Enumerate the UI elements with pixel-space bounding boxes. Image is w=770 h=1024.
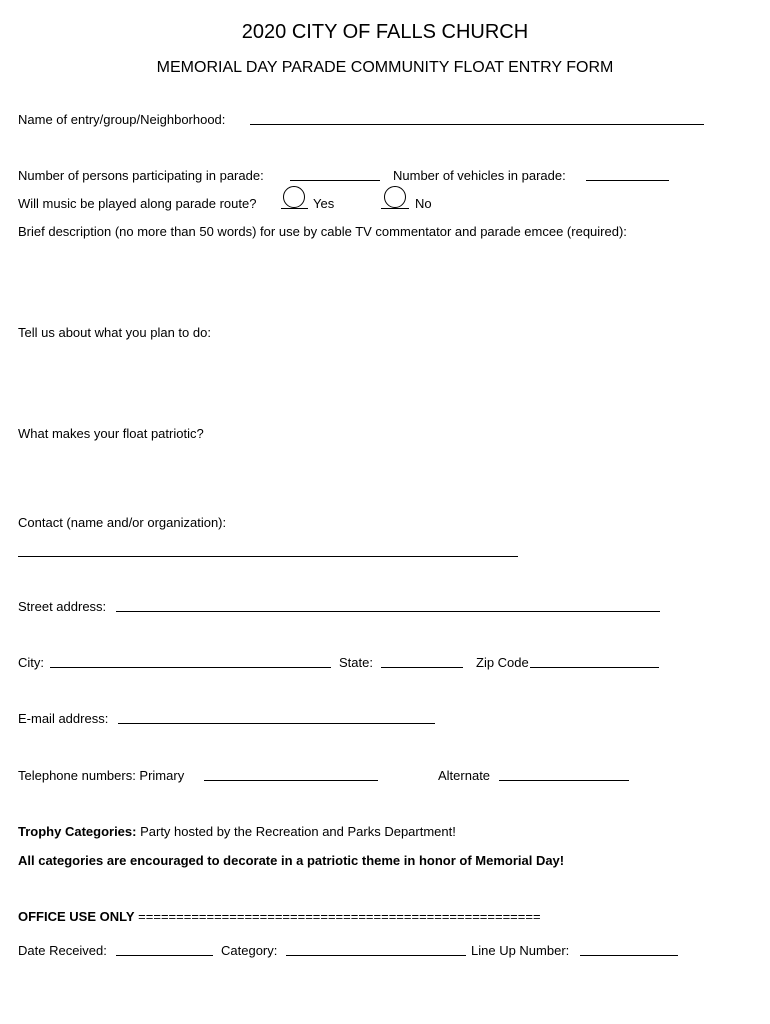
date-received-label: Date Received: — [18, 943, 107, 958]
date-received-field[interactable] — [116, 955, 213, 956]
persons-field[interactable] — [290, 180, 380, 181]
music-yes-radio[interactable] — [283, 186, 305, 208]
entry-name-field[interactable] — [250, 124, 704, 125]
form-title: 2020 CITY OF FALLS CHURCH — [241, 21, 529, 43]
email-label: E-mail address: — [18, 711, 109, 726]
contact-label: Contact (name and/or organization): — [18, 515, 227, 530]
vehicles-label: Number of vehicles in parade: — [393, 168, 566, 183]
phone-primary-field[interactable] — [204, 780, 378, 781]
trophy-line — [18, 824, 456, 840]
description-label: Brief description (no more than 50 words) for use by cable TV commentator and parade emcee (required): — [18, 224, 627, 239]
email-field[interactable] — [118, 723, 435, 724]
phone-alternate-label: Alternate — [438, 768, 491, 783]
state-label: State: — [339, 655, 373, 670]
form-subtitle: MEMORIAL DAY PARADE COMMUNITY FLOAT ENTRY FORM — [156, 59, 614, 76]
office-heading: OFFICE USE ONLY — [18, 909, 135, 924]
lineup-field[interactable] — [580, 955, 678, 956]
category-field[interactable] — [286, 955, 466, 956]
city-field[interactable] — [50, 667, 331, 668]
vehicles-field[interactable] — [586, 180, 669, 181]
state-field[interactable] — [381, 667, 463, 668]
street-field[interactable] — [116, 611, 660, 612]
city-label: City: — [18, 655, 44, 670]
trophy-text: Party hosted by the Recreation and Parks Department! — [140, 824, 456, 839]
trophy-heading: Trophy Categories: — [18, 824, 137, 839]
category-label: Category: — [221, 943, 278, 958]
lineup-label: Line Up Number: — [471, 943, 570, 958]
phone-primary-label: Telephone numbers: Primary — [18, 768, 185, 783]
office-divider: ===================================================== — [138, 909, 541, 924]
music-label: Will music be played along parade route? — [18, 196, 257, 211]
music-yes-label: Yes — [313, 196, 335, 211]
music-no-underline — [381, 208, 409, 209]
trophy-note: All categories are encouraged to decorate in a patriotic theme in honor of Memorial Day! — [18, 853, 565, 868]
street-label: Street address: — [18, 599, 107, 614]
patriotic-label: What makes your float patriotic? — [18, 426, 204, 441]
entry-name-label: Name of entry/group/Neighborhood: — [18, 112, 226, 127]
music-no-label: No — [415, 196, 432, 211]
plan-label: Tell us about what you plan to do: — [18, 325, 211, 340]
contact-field[interactable] — [18, 556, 518, 557]
music-no-radio[interactable] — [384, 186, 406, 208]
zip-label: Zip Code — [476, 655, 529, 670]
phone-alternate-field[interactable] — [499, 780, 629, 781]
zip-field[interactable] — [530, 667, 659, 668]
persons-label: Number of persons participating in parade: — [18, 168, 264, 183]
office-use-line — [18, 909, 541, 925]
music-yes-underline — [281, 208, 308, 209]
